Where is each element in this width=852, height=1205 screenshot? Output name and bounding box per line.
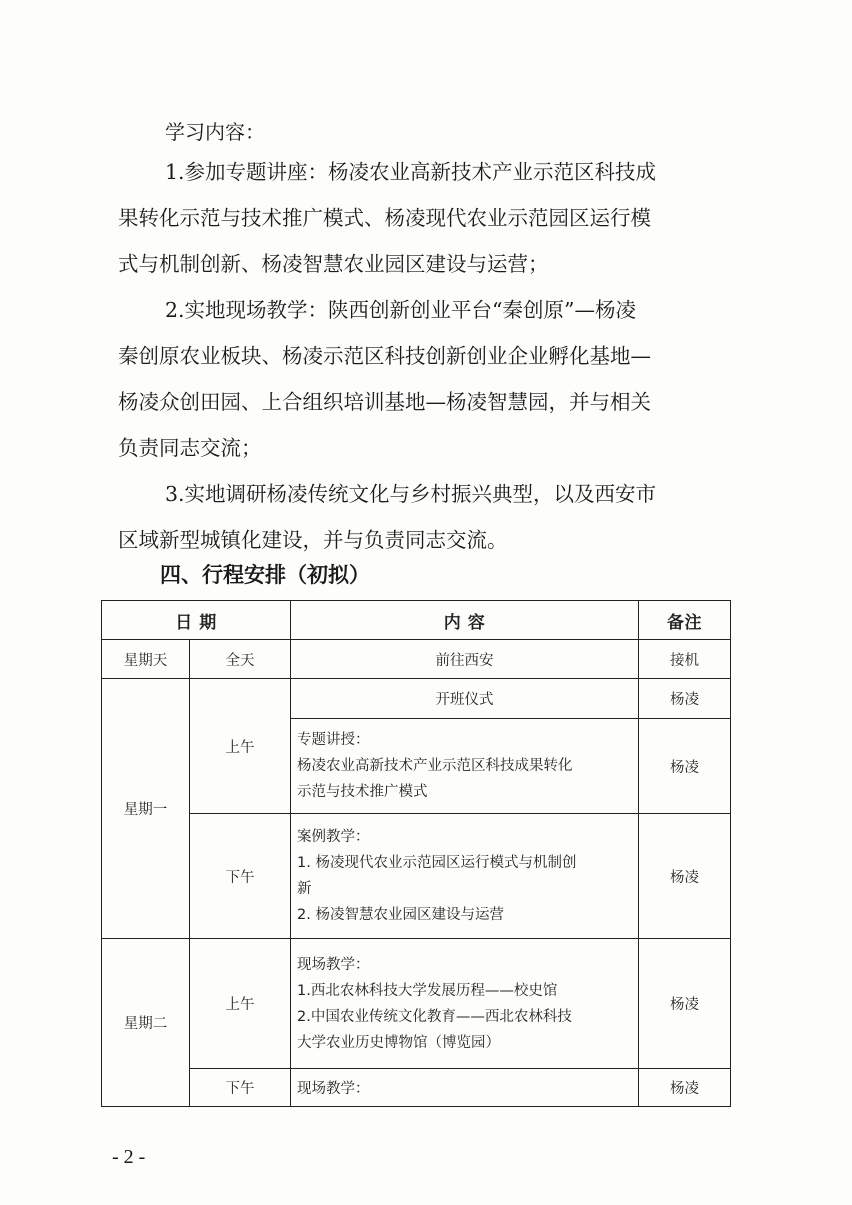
header-date: 日 期 <box>102 601 291 640</box>
note-cell: 杨凌 <box>639 1069 731 1107</box>
note-cell: 杨凌 <box>639 814 731 939</box>
content-line: 杨凌农业高新技术产业示范区科技成果转化 <box>297 758 573 774</box>
content-line: 1. 杨凌现代农业示范园区运行模式与机制创 <box>297 855 577 871</box>
header-content: 内 容 <box>291 601 639 640</box>
content-line: 案例教学： <box>297 829 370 845</box>
schedule-table <box>101 600 731 1107</box>
study-line: 1.参加专题讲座：杨凌农业高新技术产业示范区科技成 <box>165 160 657 184</box>
note-cell: 杨凌 <box>639 719 731 814</box>
note-cell: 接机 <box>639 640 731 679</box>
content-line: 新 <box>297 881 312 897</box>
content-line: 专题讲授： <box>297 732 370 748</box>
study-line: 2.实地现场教学：陕西创新创业平台“秦创原”—杨凌 <box>165 298 637 322</box>
slot-cell: 上午 <box>190 679 291 814</box>
content-cell: 前往西安 <box>291 640 639 679</box>
slot-cell: 下午 <box>190 814 291 939</box>
note-cell: 杨凌 <box>639 939 731 1069</box>
section-title-schedule: 四、行程安排（初拟） <box>160 563 370 587</box>
content-cell: 现场教学： <box>291 1069 639 1107</box>
study-line: 区域新型城镇化建设，并与负责同志交流。 <box>118 528 508 552</box>
table-row <box>102 640 731 679</box>
table-row <box>102 679 731 719</box>
slot-cell: 下午 <box>190 1069 291 1107</box>
content-line: 示范与技术推广模式 <box>297 784 428 800</box>
study-line: 秦创原农业板块、杨凌示范区科技创新创业企业孵化基地— <box>118 344 651 368</box>
content-line: 大学农业历史博物馆（博览园） <box>297 1034 501 1051</box>
content-line: 现场教学： <box>297 956 370 973</box>
slot-cell: 全天 <box>190 640 291 679</box>
table-row <box>102 1069 731 1107</box>
day-cell: 星期二 <box>102 939 190 1107</box>
note-cell: 杨凌 <box>639 679 731 719</box>
content-cell: 开班仪式 <box>291 679 639 719</box>
content-line: 1.西北农林科技大学发展历程——校史馆 <box>297 982 558 999</box>
day-cell: 星期天 <box>102 640 190 679</box>
header-note: 备注 <box>639 601 731 640</box>
page-number: - 2 - <box>112 1146 146 1168</box>
table-header-row <box>102 601 731 640</box>
content-cell <box>291 719 639 814</box>
study-content-heading: 学习内容： <box>165 120 265 144</box>
day-cell: 星期一 <box>102 679 190 939</box>
content-cell <box>291 939 639 1069</box>
study-line: 果转化示范与技术推广模式、杨凌现代农业示范园区运行模 <box>118 206 651 230</box>
table-row <box>102 939 731 1069</box>
study-line: 负责同志交流； <box>118 436 262 460</box>
content-line: 2.中国农业传统文化教育——西北农林科技 <box>297 1008 572 1025</box>
study-line: 式与机制创新、杨凌智慧农业园区建设与运营； <box>118 252 549 276</box>
study-line: 3.实地调研杨凌传统文化与乡村振兴典型，以及西安市 <box>165 482 657 506</box>
study-line: 杨凌众创田园、上合组织培训基地—杨凌智慧园，并与相关 <box>118 390 651 414</box>
content-line: 2. 杨凌智慧农业园区建设与运营 <box>297 907 504 923</box>
content-cell <box>291 814 639 939</box>
slot-cell: 上午 <box>190 939 291 1069</box>
table-row <box>102 814 731 939</box>
